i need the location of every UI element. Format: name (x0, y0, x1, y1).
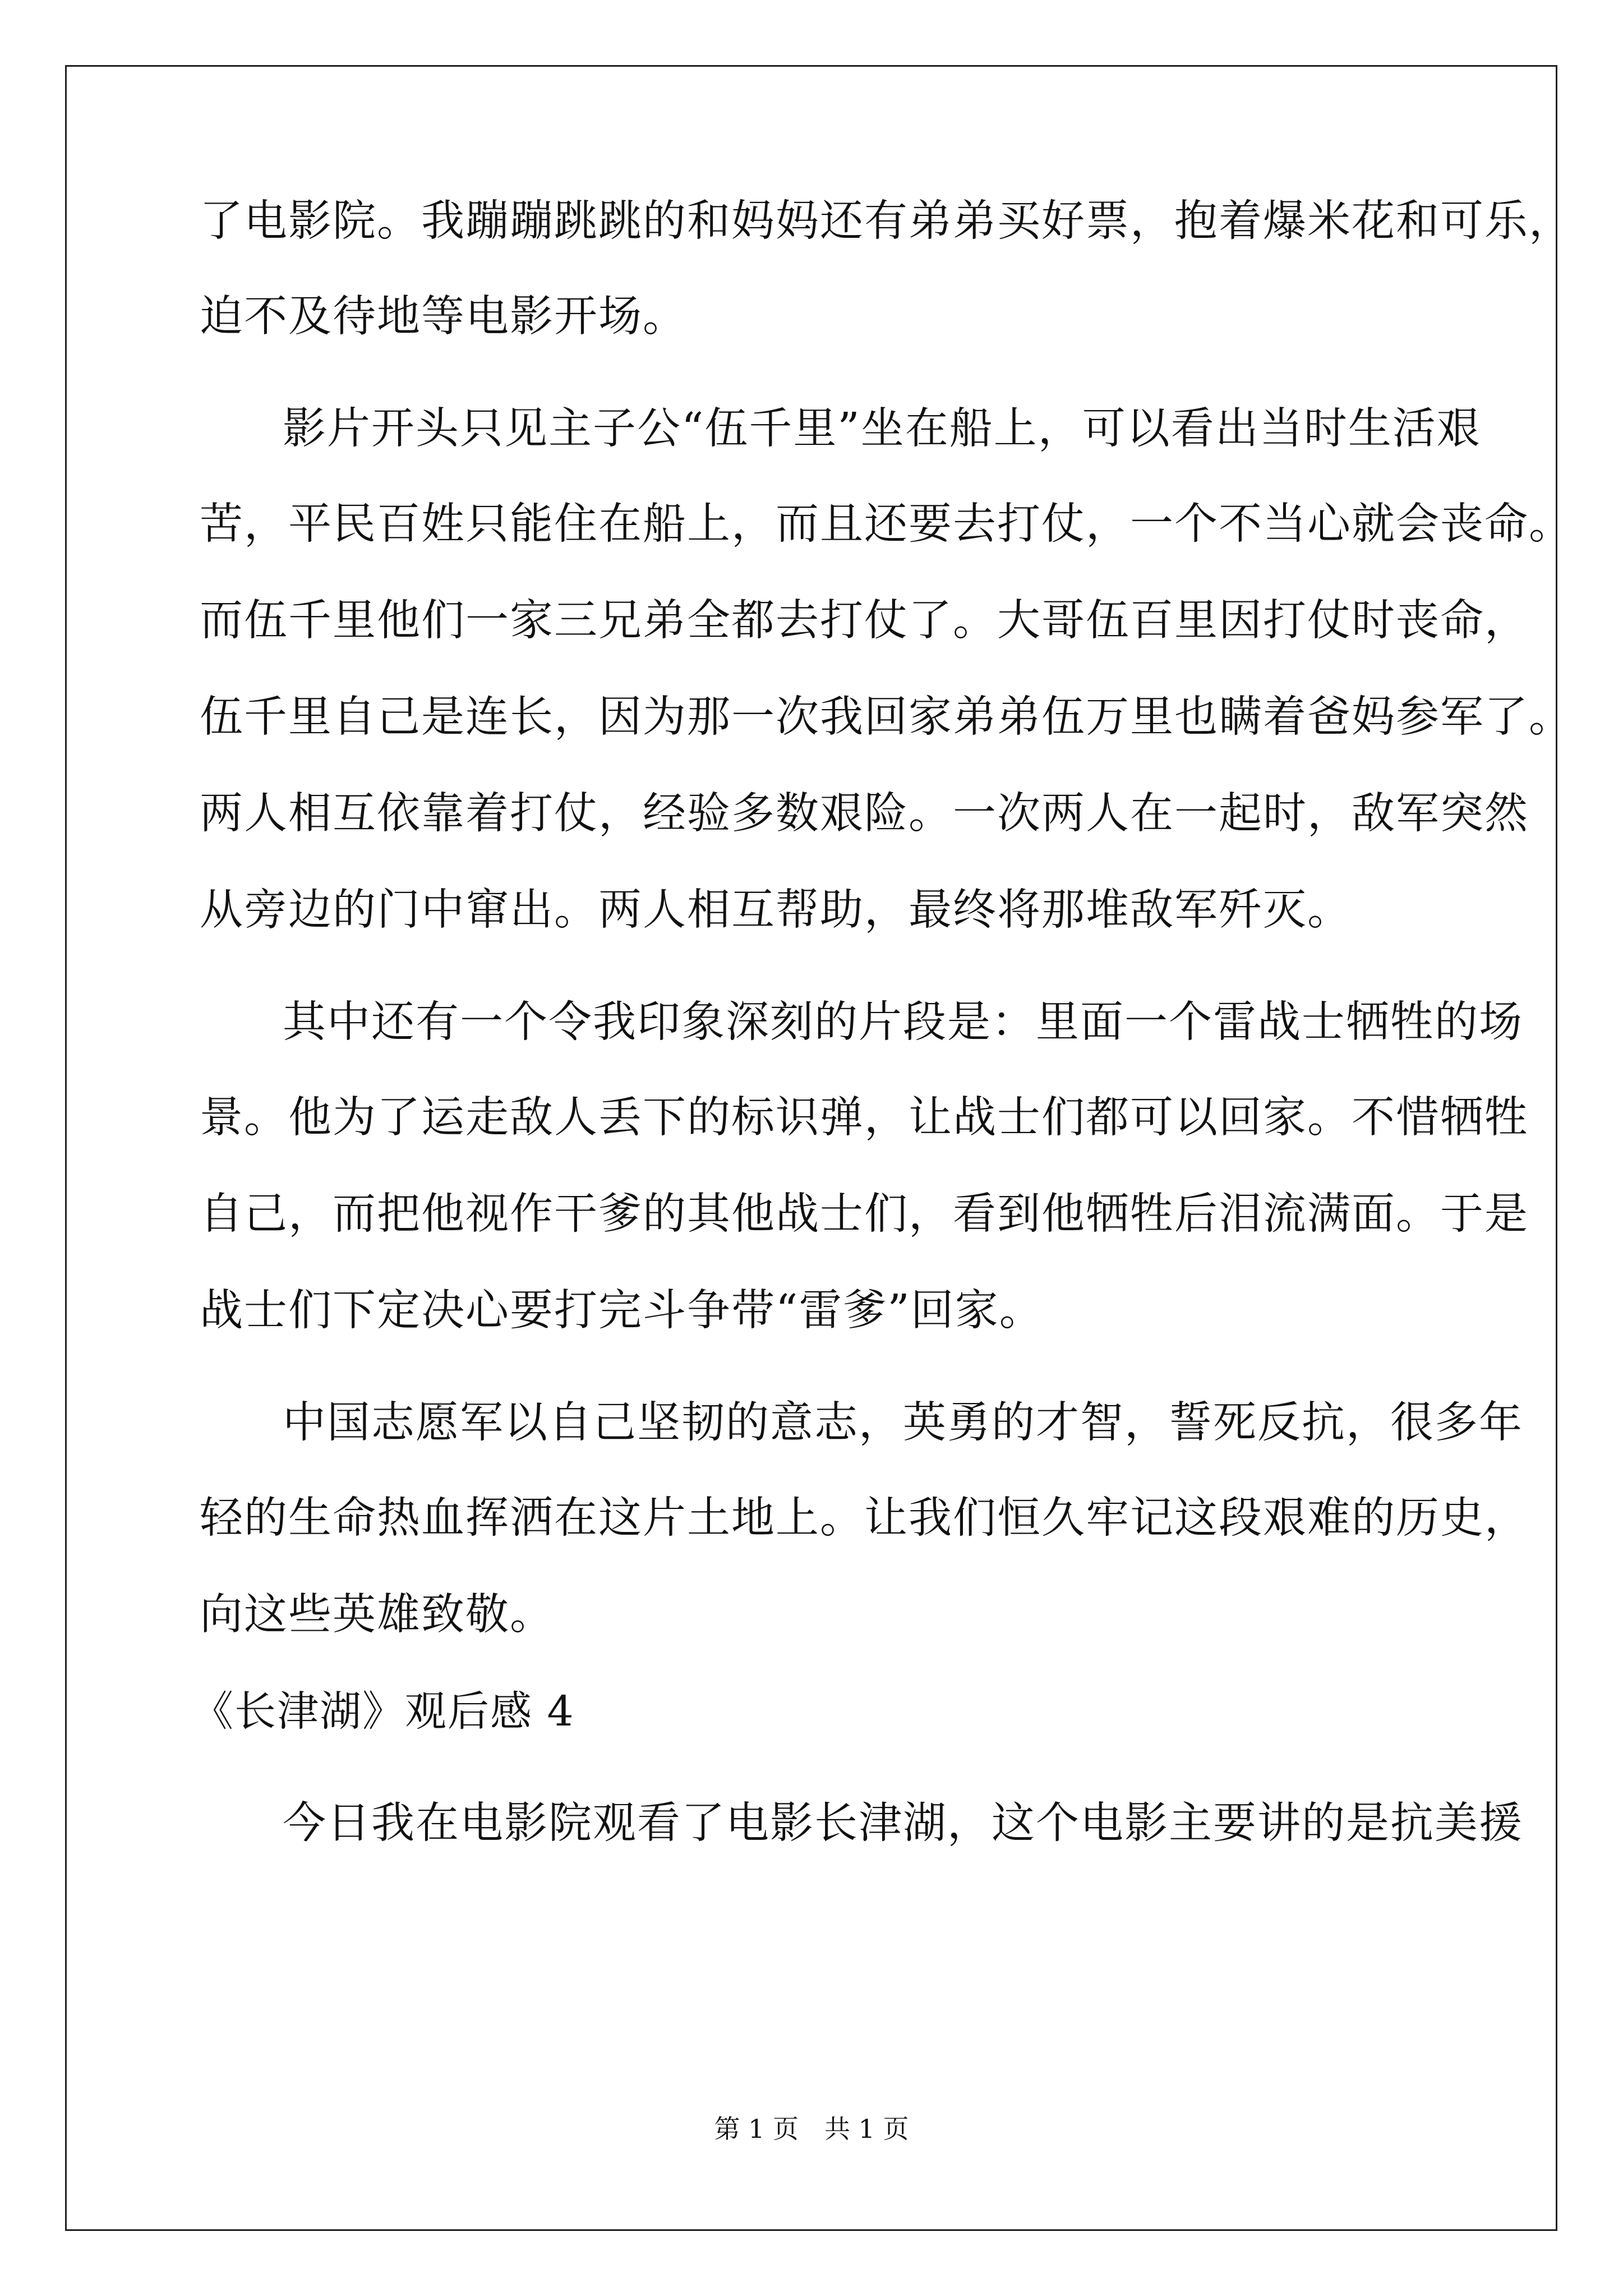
section-heading: 《长津湖》观后感 4 (192, 1687, 575, 1736)
body-line: 向这些英雄致敬。 (200, 1590, 554, 1640)
body-line: 苦，平民百姓只能住在船上，而且还要去打仗，一个不当心就会丧命。 (200, 499, 1573, 549)
body-line: 战士们下定决心要打完斗争带“雷爹”回家。 (200, 1286, 1044, 1336)
page-number: 第 1 页 (714, 2114, 799, 2144)
body-line: 景。他为了运走敌人丢下的标识弹，让战士们都可以回家。不惜牺牲 (200, 1093, 1529, 1143)
body-line: 了电影院。我蹦蹦跳跳的和妈妈还有弟弟买好票，抱着爆米花和可乐， (200, 196, 1573, 246)
body-line: 而伍千里他们一家三兄弟全都去打仗了。大哥伍百里因打仗时丧命， (200, 596, 1529, 646)
body-line: 迫不及待地等电影开场。 (200, 292, 687, 342)
body-line: 轻的生命热血挥洒在这片土地上。让我们恒久牢记这段艰难的历史， (200, 1493, 1529, 1543)
paragraph-first-line: 今日我在电影院观看了电影长津湖，这个电影主要讲的是抗美援 (283, 1798, 1523, 1848)
paragraph-first-line: 中国志愿军以自己坚韧的意志，英勇的才智，誓死反抗，很多年 (283, 1398, 1523, 1448)
page-footer (0, 2112, 1623, 2146)
body-line: 从旁边的门中窜出。两人相互帮助，最终将那堆敌军歼灭。 (200, 885, 1352, 935)
paragraph-first-line: 影片开头只见主子公“伍千里”坐在船上，可以看出当时生活艰 (283, 404, 1481, 454)
body-line: 自己，而把他视作干爹的其他战士们，看到他牺牲后泪流满面。于是 (200, 1189, 1529, 1239)
body-line: 两人相互依靠着打仗，经验多数艰险。一次两人在一起时，敌军突然 (200, 789, 1529, 839)
paragraph-first-line: 其中还有一个令我印象深刻的片段是：里面一个雷战士牺牲的场 (283, 997, 1523, 1047)
body-line: 伍千里自己是连长，因为那一次我回家弟弟伍万里也瞒着爸妈参军了。 (200, 692, 1573, 742)
page-total: 共 1 页 (824, 2114, 909, 2144)
